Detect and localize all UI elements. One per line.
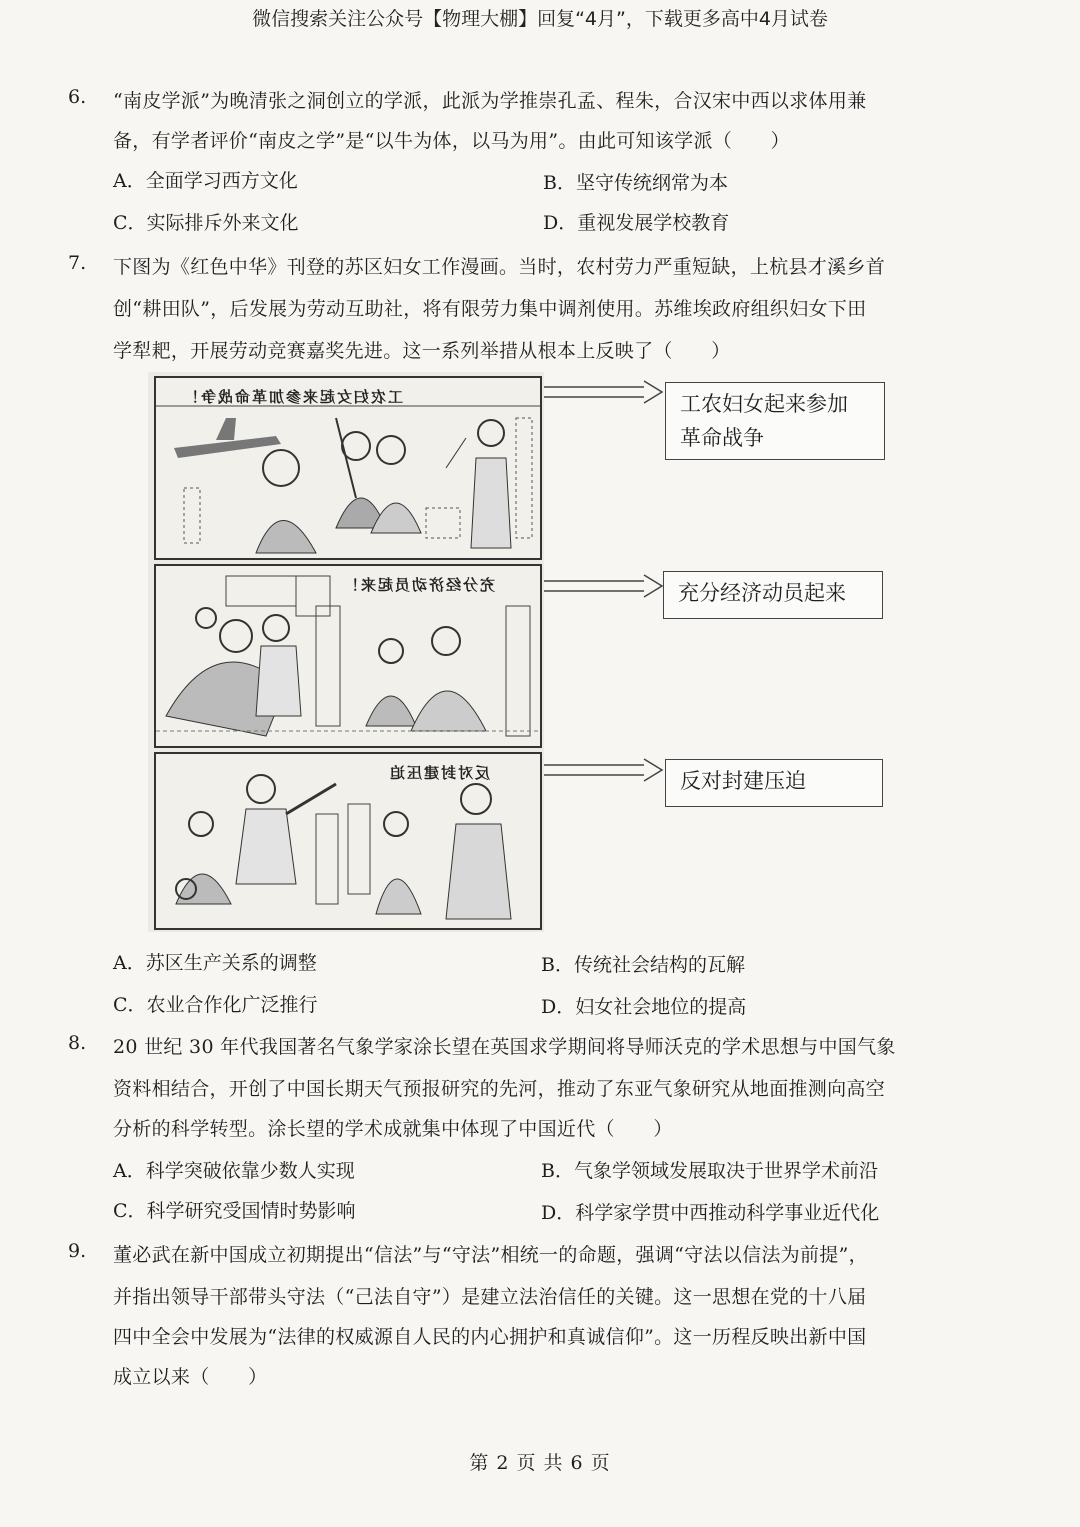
callout-box-2: 充分经济动员起来 (663, 571, 883, 619)
header-banner: 微信搜索关注公众号【物理大棚】回复“4月”，下载更多高中4月试卷 (252, 8, 828, 30)
panel-caption: 反对封建压迫 (388, 764, 491, 782)
cartoon-figure (148, 372, 544, 932)
option-d: D．科学家学贯中西推动科学事业近代化 (541, 1202, 880, 1224)
question-text: 董必武在新中国成立初期提出“信法”与“守法”相统一的命题，强调“守法以信法为前提”， (113, 1244, 868, 1266)
question-text: 资料相结合，开创了中国长期天气预报研究的先河，推动了东亚气象研究从地面推测向高空 (113, 1078, 886, 1100)
option-a: A．苏区生产关系的调整 (113, 952, 317, 974)
option-b: B．气象学领域发展取决于世界学术前沿 (541, 1160, 878, 1182)
option-a: A．全面学习西方文化 (113, 170, 298, 192)
question-number: 9. (68, 1240, 87, 1262)
question-text: 20 世纪 30 年代我国著名气象学家涂长望在英国求学期间将导师沃克的学术思想与中国气象 (113, 1036, 896, 1058)
question-text: 学犁耙，开展劳动竞赛嘉奖先进。这一系列举措从根本上反映了（ ） (113, 340, 731, 362)
question-text: 并指出领导干部带头守法（“己法自守”）是建立法治信任的关键。这一思想在党的十八届 (113, 1286, 867, 1308)
question-text: “南皮学派”为晚清张之洞创立的学派，此派为学推崇孔孟、程朱，合汉宋中西以求体用兼 (113, 90, 867, 112)
option-b: B．传统社会结构的瓦解 (541, 954, 745, 976)
option-d: D．妇女社会地位的提高 (541, 996, 747, 1018)
callout-line: 革命战争 (680, 426, 764, 450)
callout-box-3: 反对封建压迫 (665, 759, 883, 807)
option-c: C．农业合作化广泛推行 (113, 994, 318, 1016)
arrow-3 (544, 756, 664, 786)
question-text: 四中全会中发展为“法律的权威源自人民的内心拥护和真诚信仰”。这一历程反映出新中国 (113, 1326, 867, 1348)
question-text: 分析的科学转型。涂长望的学术成就集中体现了中国近代（ ） (113, 1118, 673, 1140)
arrow-1 (544, 378, 664, 408)
option-a: A．科学突破依靠少数人实现 (113, 1160, 355, 1182)
arrow-2 (544, 572, 664, 602)
question-text: 备，有学者评价“南皮之学”是“以牛为体，以马为用”。由此可知该学派（ ） (113, 130, 790, 152)
panel-caption: 充分经济动员起来！ (342, 576, 496, 594)
question-number: 8. (68, 1032, 87, 1054)
option-d: D．重视发展学校教育 (543, 212, 730, 234)
page-footer: 第 2 页 共 6 页 (469, 1452, 611, 1474)
cartoon-panel-3 (154, 752, 542, 930)
question-text: 创“耕田队”，后发展为劳动互助社，将有限劳力集中调剂使用。苏维埃政府组织妇女下田 (113, 298, 867, 320)
question-text: 成立以来（ ） (113, 1366, 268, 1388)
question-text: 下图为《红色中华》刊登的苏区妇女工作漫画。当时，农村劳力严重短缺，上杭县才溪乡首 (113, 256, 886, 278)
panel-caption: 工农妇女起来参加革命战争！ (182, 388, 404, 406)
cartoon-panel-1 (154, 376, 542, 560)
question-number: 6. (68, 86, 87, 108)
option-c: C．实际排斥外来文化 (113, 212, 299, 234)
callout-line: 工农妇女起来参加 (680, 392, 848, 416)
option-c: C．科学研究受国情时势影响 (113, 1200, 356, 1222)
callout-box-1 (665, 382, 885, 460)
option-b: B．坚守传统纲常为本 (543, 172, 728, 194)
question-number: 7. (68, 252, 87, 274)
cartoon-panel-2 (154, 564, 542, 748)
